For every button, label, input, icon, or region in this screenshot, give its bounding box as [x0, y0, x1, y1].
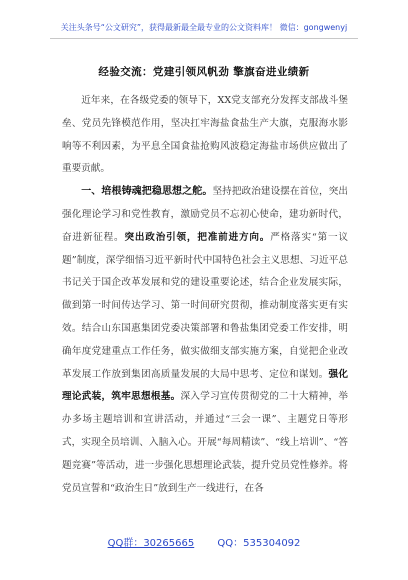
section1-paragraph — [62, 181, 348, 500]
section1-text-c: 深入学习宣传贯彻党的二十大精神，举办多场主题培训和宣讲活动，并通过“三会一课”、主题党日等形式，实现全员培训、入脑入心。开展“每周精读”、“线上培训”、“答题竞赛”等活动，进一步强化思想理论武装，提升党员党性修养。将党员宣誓和“政治生日”放到生产一线进行，在各 — [62, 391, 349, 494]
footer-contact — [0, 534, 408, 549]
section1-text-a: 坚持把政治建设摆在首位，突出强化理论学习和党性教育，激励党员不忘初心使命，建功新时代，奋进新征程。 — [62, 186, 348, 243]
qq-group-link[interactable]: QQ群：30265665 — [107, 538, 195, 549]
header-divider — [50, 38, 358, 39]
document-body — [62, 90, 348, 500]
section1-bold-a: 突出政治引领，把准前进方向。 — [124, 231, 271, 243]
qq-contact: QQ：535304092 — [217, 538, 301, 549]
intro-paragraph: 近年来，在各级党委的领导下，XX党支部充分发挥支部战斗堡垒、党员先锋模范作用，坚决扛牢海盐食盐生产大旗，克服海水影响等不利因素，为平息全国食盐抢购风波稳定海盐市场供应做出了重要贡献。 — [62, 95, 348, 175]
section1-bold-b: 强化理论武装，筑牢思想根基。 — [62, 368, 349, 403]
section1-heading: 一、培根铸魂把稳思想之舵。 — [81, 186, 213, 198]
section1-text-b: 严格落实“第一议题”制度，深学细悟习近平新时代中国特色社会主义思想、习近平总书记关于国企改革发展和党的建设重要论述，结合企业发展实际，做到第一时间传达学习、第一时间研究贯彻，推动制度落实更有实效。结合山东国惠集团党委决策部署和鲁盐集团党委工作安排，明确年度党建重点工作任务，做实做细支部实施方案，自觉把企业改革发展工作放到集团高质量发展的大局中思考、定位和谋划。 — [62, 231, 349, 380]
document-title: 经验交流：党建引领风帆劲 擎旗奋进业绩新 — [98, 66, 310, 78]
header-banner[interactable]: 关注头条号“公文研究”，获得最新最全最专业的公文资料库！ 微信：gongwenyj — [60, 23, 348, 32]
